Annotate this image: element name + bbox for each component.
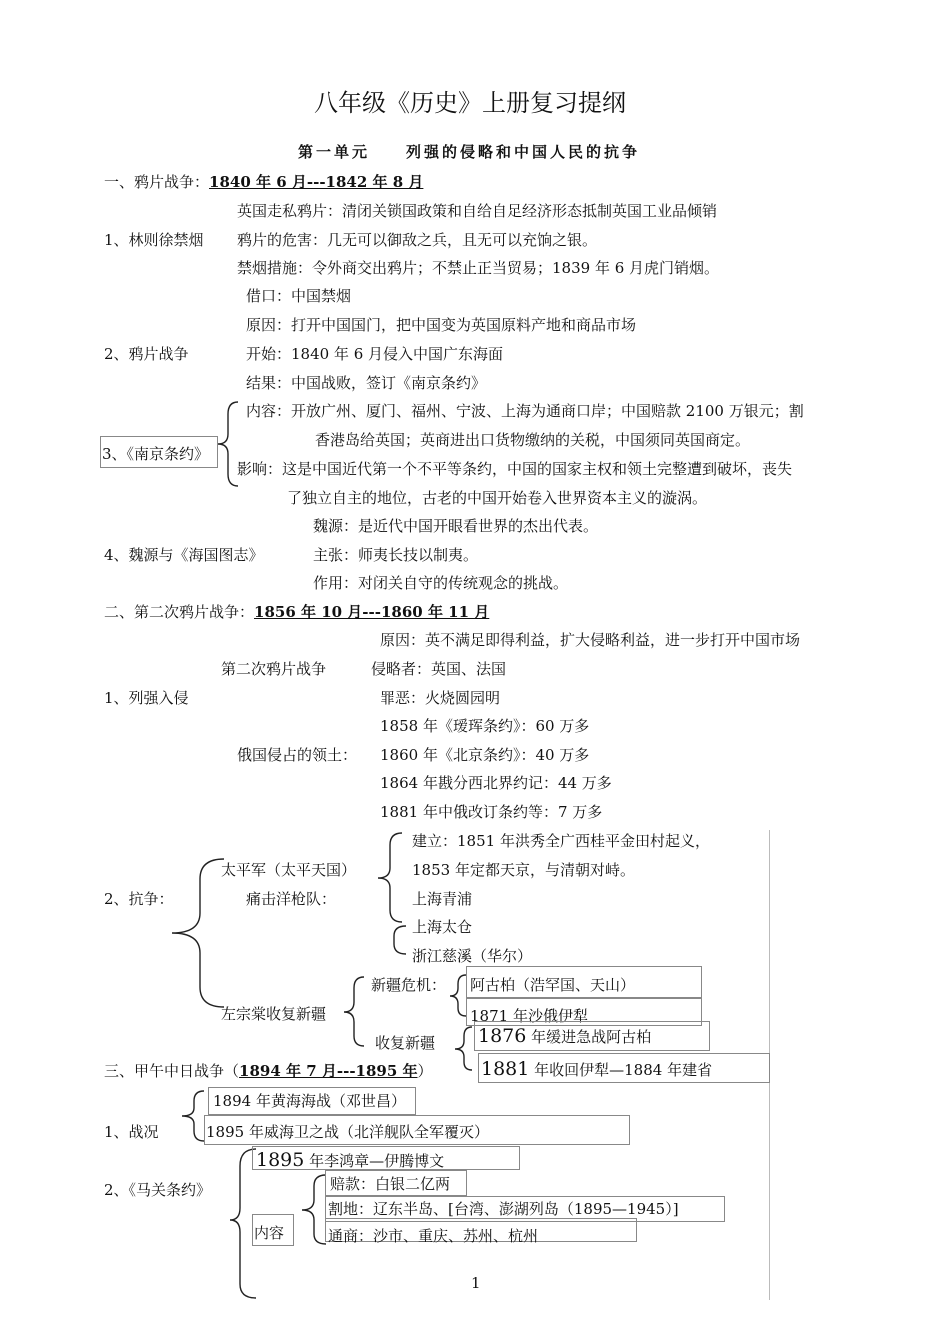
treaty-sign-year: 1895 [256,1149,305,1171]
wei-line-1: 魏源：是近代中国开眼看世界的杰出代表。 [313,517,599,535]
unit-heading: 第一单元 列强的侵略和中国人民的抗争 [298,143,641,161]
war-line-1: 借口：中国禁烟 [246,287,352,305]
wei-label: 4、魏源与《海国图志》 [104,546,264,564]
document-title: 八年级《历史》上册复习提纲 [314,89,626,117]
lin-label: 1、林则徐禁烟 [104,231,204,249]
section-3-heading-prefix: 三、甲午中日战争（ [104,1062,240,1080]
taiping-line-2: 1853 年定都天京，与清朝对峙。 [412,861,635,879]
second-war-label: 第二次鸦片战争 [221,660,327,678]
section-2-heading [104,602,489,622]
treaty-label: 2、《马关条约》 [104,1181,212,1199]
content-label: 内容 [254,1224,285,1242]
recover-item-2-text: 年收回伊犁—1884 年建省 [529,1061,713,1079]
russia-line-4: 1881 年中俄改订条约等：7 万多 [380,803,603,821]
lin-line-2: 鸦片的危害：几无可以御敌之兵，且无可以充饷之银。 [237,231,598,249]
nanjing-line-1: 内容：开放广州、厦门、福州、宁波、上海为通商口岸；中国赔款 2100 万银元；割 [246,402,804,420]
content-brace [292,1172,328,1252]
section-2-heading-prefix: 二、第二次鸦片战争： [104,603,255,621]
content-item-1: 赔款：白银二亿两 [330,1175,451,1193]
invade-line-1: 原因：英不满足即得利益，扩大侵略利益，进一步打开中国市场 [380,631,801,649]
crisis-brace [446,972,468,1020]
recover-item-2-year: 1881 [481,1058,530,1080]
nanjing-line-4: 了独立自主的地位，古老的中国开始卷入世界资本主义的漩涡。 [287,489,708,507]
russia-label: 俄国侵占的领土： [237,746,358,764]
war-line-4: 结果：中国战败，签订《南京条约》 [246,374,487,392]
war-line-3: 开始：1840 年 6 月侵入中国广东海面 [246,345,504,363]
recover-label: 收复新疆 [375,1034,436,1052]
page-number: 1 [471,1274,481,1292]
resist-brace [168,855,228,1015]
ever-label: 痛击洋枪队： [246,890,337,908]
war-label: 2、鸦片战争 [104,345,189,363]
content-item-3: 通商：沙市、重庆、苏州、杭州 [328,1227,539,1245]
invade-line-2: 侵略者：英国、法国 [371,660,507,678]
nanjing-line-3: 影响：这是中国近代第一个不平等条约，中国的国家主权和领土完整遭到破坏，丧失 [237,460,793,478]
taiping-label: 太平军（太平天国） [221,861,357,879]
crisis-item-2: 1871 年沙俄伊犁 [470,1007,588,1025]
recover-brace [450,1024,476,1074]
war-line-2: 原因：打开中国国门，把中国变为英国原料产地和商品市场 [246,316,637,334]
treaty-sign [256,1150,444,1171]
invade-line-3: 罪恶：火烧圆园明 [380,689,501,707]
battle-item-2: 1895 年威海卫之战（北洋舰队全军覆灭） [206,1123,489,1141]
lin-line-1: 英国走私鸦片：清闭关锁国政策和自给自足经济形态抵制英国工业品倾销 [237,202,718,220]
recover-item-2 [481,1059,712,1080]
russia-line-3: 1864 年戡分西北界约记：44 万多 [380,774,612,792]
ever-line-2: 上海太仓 [412,918,473,936]
resist-label: 2、抗争： [104,890,174,908]
recover-item-1-text: 年缓进急战阿古柏 [526,1028,652,1046]
nanjing-line-2: 香港岛给英国；英商进出口货物缴纳的关税，中国须同英国商定。 [315,431,751,449]
section-1-heading [104,172,423,192]
russia-line-2: 1860 年《北京条约》：40 万多 [380,746,590,764]
zuo-label: 左宗棠收复新疆 [221,1005,327,1023]
recover-item-1 [478,1026,651,1047]
battle-item-1: 1894 年黄海海战（邓世昌） [213,1092,406,1110]
russia-line-1: 1858 年《瑷珲条约》：60 万多 [380,717,590,735]
lin-line-3: 禁烟措施：令外商交出鸦片；不禁止正当贸易；1839 年 6 月虎门销烟。 [237,259,720,277]
section-1-heading-prefix: 一、鸦片战争： [104,173,210,191]
section-1-dates: 1840 年 6 月---1842 年 8 月 [209,173,424,191]
section-3-heading [104,1061,433,1081]
section-2-dates: 1856 年 10 月---1860 年 11 月 [254,603,490,621]
crisis-item-1: 阿古柏（浩罕国、天山） [470,976,636,994]
ever-line-3: 浙江慈溪（华尔） [412,947,533,965]
crisis-label: 新疆危机： [371,976,447,994]
invade-label: 1、列强入侵 [104,689,189,707]
wei-line-2: 主张：师夷长技以制夷。 [313,546,479,564]
recover-item-1-year: 1876 [478,1025,527,1047]
battle-label: 1、战况 [104,1123,159,1141]
ever-line-1: 上海青浦 [412,890,473,908]
section-3-dates: 1894 年 7 月---1895 年 [239,1062,418,1080]
taiping-brace [366,830,406,960]
nanjing-label: 3、《南京条约》 [102,445,210,463]
taiping-line-1: 建立：1851 年洪秀全广西桂平金田村起义， [412,832,710,850]
section-3-heading-suffix: ） [417,1062,433,1080]
content-item-2: 割地：辽东半岛、[台湾、澎湖列岛（1895—1945）] [328,1200,679,1218]
xinjiang-brace [338,974,368,1054]
treaty-sign-text: 年李鸿章—伊腾博文 [304,1152,445,1170]
wei-line-3: 作用：对闭关自守的传统观念的挑战。 [313,574,569,592]
